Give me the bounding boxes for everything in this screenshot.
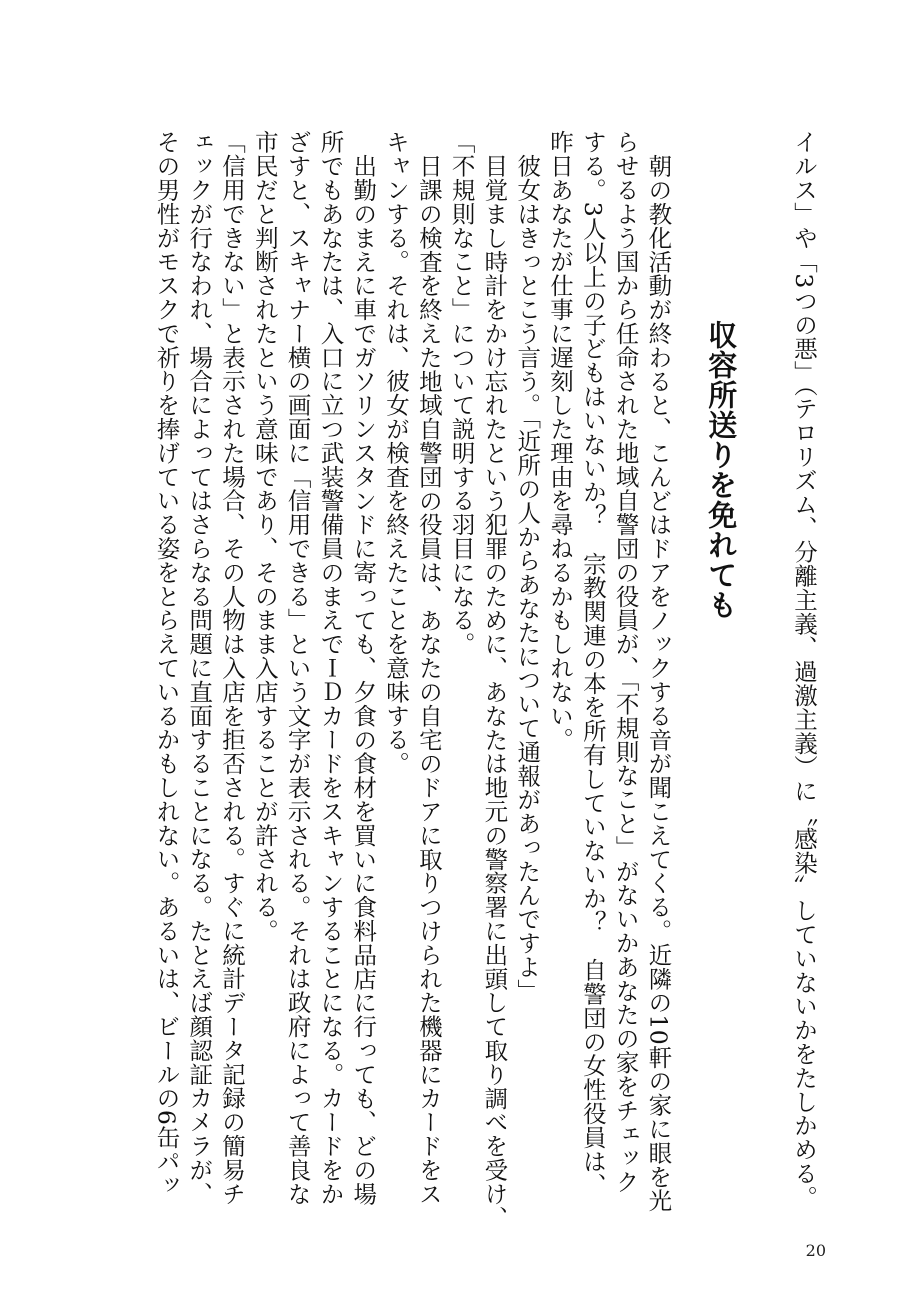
text-line: 彼女はきっとこう言う。「近所の人からあなたについて通報があったんですよ」 [513, 153, 542, 1003]
text-line: 目覚まし時計をかけ忘れたという犯罪のために、あなたは地元の警察署に出頭して取り調べを受け、 [480, 153, 509, 1229]
text-line: 出勤のまえに車でガソリンスタンドに寄っても、夕食の食材を買いに食料品店に行っても、どの場 [349, 153, 378, 1206]
text-line: 所でもあなたは、入口に立つ武装警備員のまえでＩＤカードをスキャンすることになる。カードをか [316, 130, 345, 1206]
section-heading: 収容所送りを免れても [704, 320, 739, 620]
text-line: する。3人以上の子どもはいないか？ 宗教関連の本を所有していないか？ 自警団の女性役員は、 [578, 130, 607, 1197]
text-line: その男性がモスクで祈りを捧げている姿をとらえているかもしれない。あるいは、ビールの6缶パッ [152, 130, 181, 1197]
text-line: 朝の教化活動が終わると、こんどはドアをノックする音が聞こえてくる。近隣の10軒の家に眼を光 [644, 153, 673, 1212]
text-line: ェックが行なわれ、場合によってはさらなる問題に直面することになる。たとえば顔認証カメラが、 [185, 130, 214, 1206]
text-line: 「信用できない」と表示された場合、その人物は入店を拒否される。すぐに統計データ記録の簡易チ [218, 130, 247, 1206]
text-line: 日課の検査を終えた地域自警団の役員は、あなたの自宅のドアに取りつけられた機器にカードをス [414, 153, 443, 1206]
text-line: らせるよう国から任命された地域自警団の役員が、「不規則なこと」がないかあなたの家をチェック [611, 130, 640, 1194]
text-line: イルス」や「3つの悪」（テロリズム、分離主義、過激主義）に〝感染〟していないかをたしかめる。 [790, 130, 818, 1210]
text-line: 昨日あなたが仕事に遅刻した理由を尋ねるかもしれない。 [546, 130, 575, 752]
text-line: ざすと、スキャナー横の画面に「信用できる」という文字が表示される。それは政府によって善良な [283, 130, 312, 1206]
text-line: キャンする。それは、彼女が検査を終えたことを意味する。 [382, 130, 411, 776]
text-line: 市民だと判断されたという意味であり、そのまま入店することが許される。 [250, 130, 279, 943]
vertical-text-body [60, 130, 820, 1229]
text-line: 「不規則なこと」について説明する羽目になる。 [447, 130, 476, 656]
page-number: 20 [805, 1241, 826, 1260]
